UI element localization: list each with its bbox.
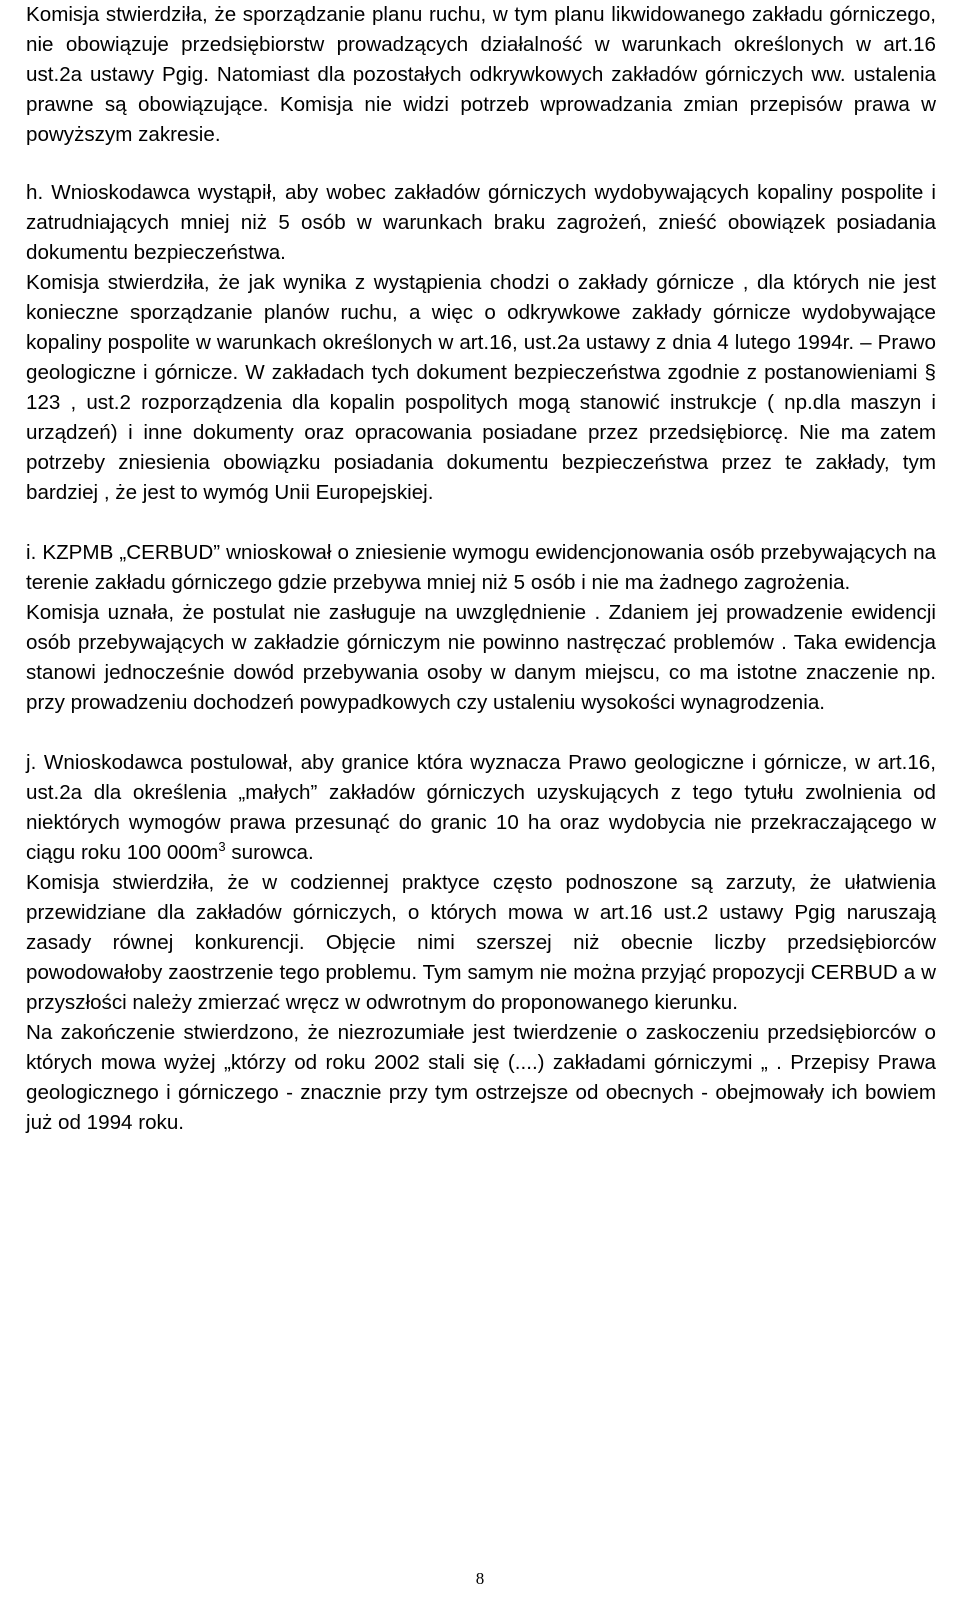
paragraph-h-response: Komisja stwierdziła, że jak wynika z wystąpienia chodzi o zakłady górnicze , dla których nie jest konieczne sporządzanie planów ruchu, a więc o odkrywkowe zakłady górnicze wydobywające kopaliny pospolite w warunkach określonych w art.16, ust.2a ustawy z dnia 4 lutego 1994r. – Prawo geologiczne i górnicze. W zakładach tych dokument bezpieczeństwa zgodnie z postanowieniami § 123 , ust.2 rozporządzenia dla kopalin pospolitych mogą stanowić instrukcje ( np.dla maszyn i urządzeń) i inne dokumenty oraz opracowania posiadane przez przedsiębiorcę. Nie ma zatem potrzeby zniesienia obowiązku posiadania dokumentu bezpieczeństwa przez te zakłady, tym bardziej , że jest to wymóg Unii Europejskiej.	[26, 271, 936, 504]
paragraph-j-response: Komisja stwierdziła, że w codziennej praktyce często podnoszone są zarzuty, że ułatwienia przewidziane dla zakładów górniczych, o których mowa w art.16 ust.2 ustawy Pgig naruszają zasady równej konkurencji. Objęcie nimi szerszej niż obecnie liczby przedsiębiorców powodowałoby zaostrzenie tego problemu. Tym samym nie można przyjąć propozycji CERBUD a w przyszłości należy zmierzać wręcz w odwrotnym do proponowanego kierunku.	[26, 871, 936, 1014]
paragraph-i-request: i. KZPMB „CERBUD” wnioskował o zniesienie wymogu ewidencjonowania osób przebywających na terenie zakładu górniczego gdzie przebywa mniej niż 5 osób i nie ma żadnego zagrożenia.	[26, 541, 936, 594]
paragraph-j-request	[26, 748, 936, 868]
paragraph-i-response: Komisja uznała, że postulat nie zasługuje na uwzględnienie . Zdaniem jej prowadzenie ewidencji osób przebywających w zakładzie górniczym nie powinno nastręczać problemów . Taka ewidencja stanowi jednocześnie dowód przebywania osoby w danym miejscu, co ma istotne znaczenie np. przy prowadzeniu dochodzeń powypadkowych czy ustaleniu wysokości wynagrodzenia.	[26, 601, 936, 714]
page-number: 8	[475, 1569, 485, 1588]
paragraph-j-tail: surowca.	[231, 841, 314, 864]
paragraph-conclusion: Na zakończenie stwierdzono, że niezrozumiałe jest twierdzenie o zaskoczeniu przedsiębiorców o których mowa wyżej „którzy od roku 2002 stali się (....) zakładami górniczymi „ . Przepisy Prawa geologicznego i górniczego - znacznie przy tym ostrzejsze od obecnych - obejmowały ich bowiem już od 1994 roku.	[26, 1021, 936, 1134]
paragraph-intro: Komisja stwierdziła, że sporządzanie planu ruchu, w tym planu likwidowanego zakładu górniczego, nie obowiązuje przedsiębiorstw prowadzących działalność w warunkach określonych w art.16 ust.2a ustawy Pgig. Natomiast dla pozostałych odkrywkowych zakładów górniczych ww. ustalenia prawne są obowiązujące. Komisja nie widzi potrzeb wprowadzania zmian przepisów prawa w powyższym zakresie.	[26, 3, 936, 146]
paragraph-j-text: j. Wnioskodawca postulował, aby granice która wyznacza Prawo geologiczne i górnicze, w art.16, ust.2a dla określenia „małych” zakładów górniczych uzyskujących z tego tytułu zwolnienia od niektórych wymogów prawa przesunąć do granic 10 ha oraz wydobycia nie przekraczającego w ciągu roku 100 000m	[26, 751, 936, 864]
paragraph-h-request: h. Wnioskodawca wystąpił, aby wobec zakładów górniczych wydobywających kopaliny pospolite i zatrudniających mniej niż 5 osób w warunkach braku zagrożeń, znieść obowiązek posiadania dokumentu bezpieczeństwa.	[26, 181, 936, 264]
cubic-superscript: 3	[218, 839, 226, 855]
document-body	[26, 0, 936, 1138]
